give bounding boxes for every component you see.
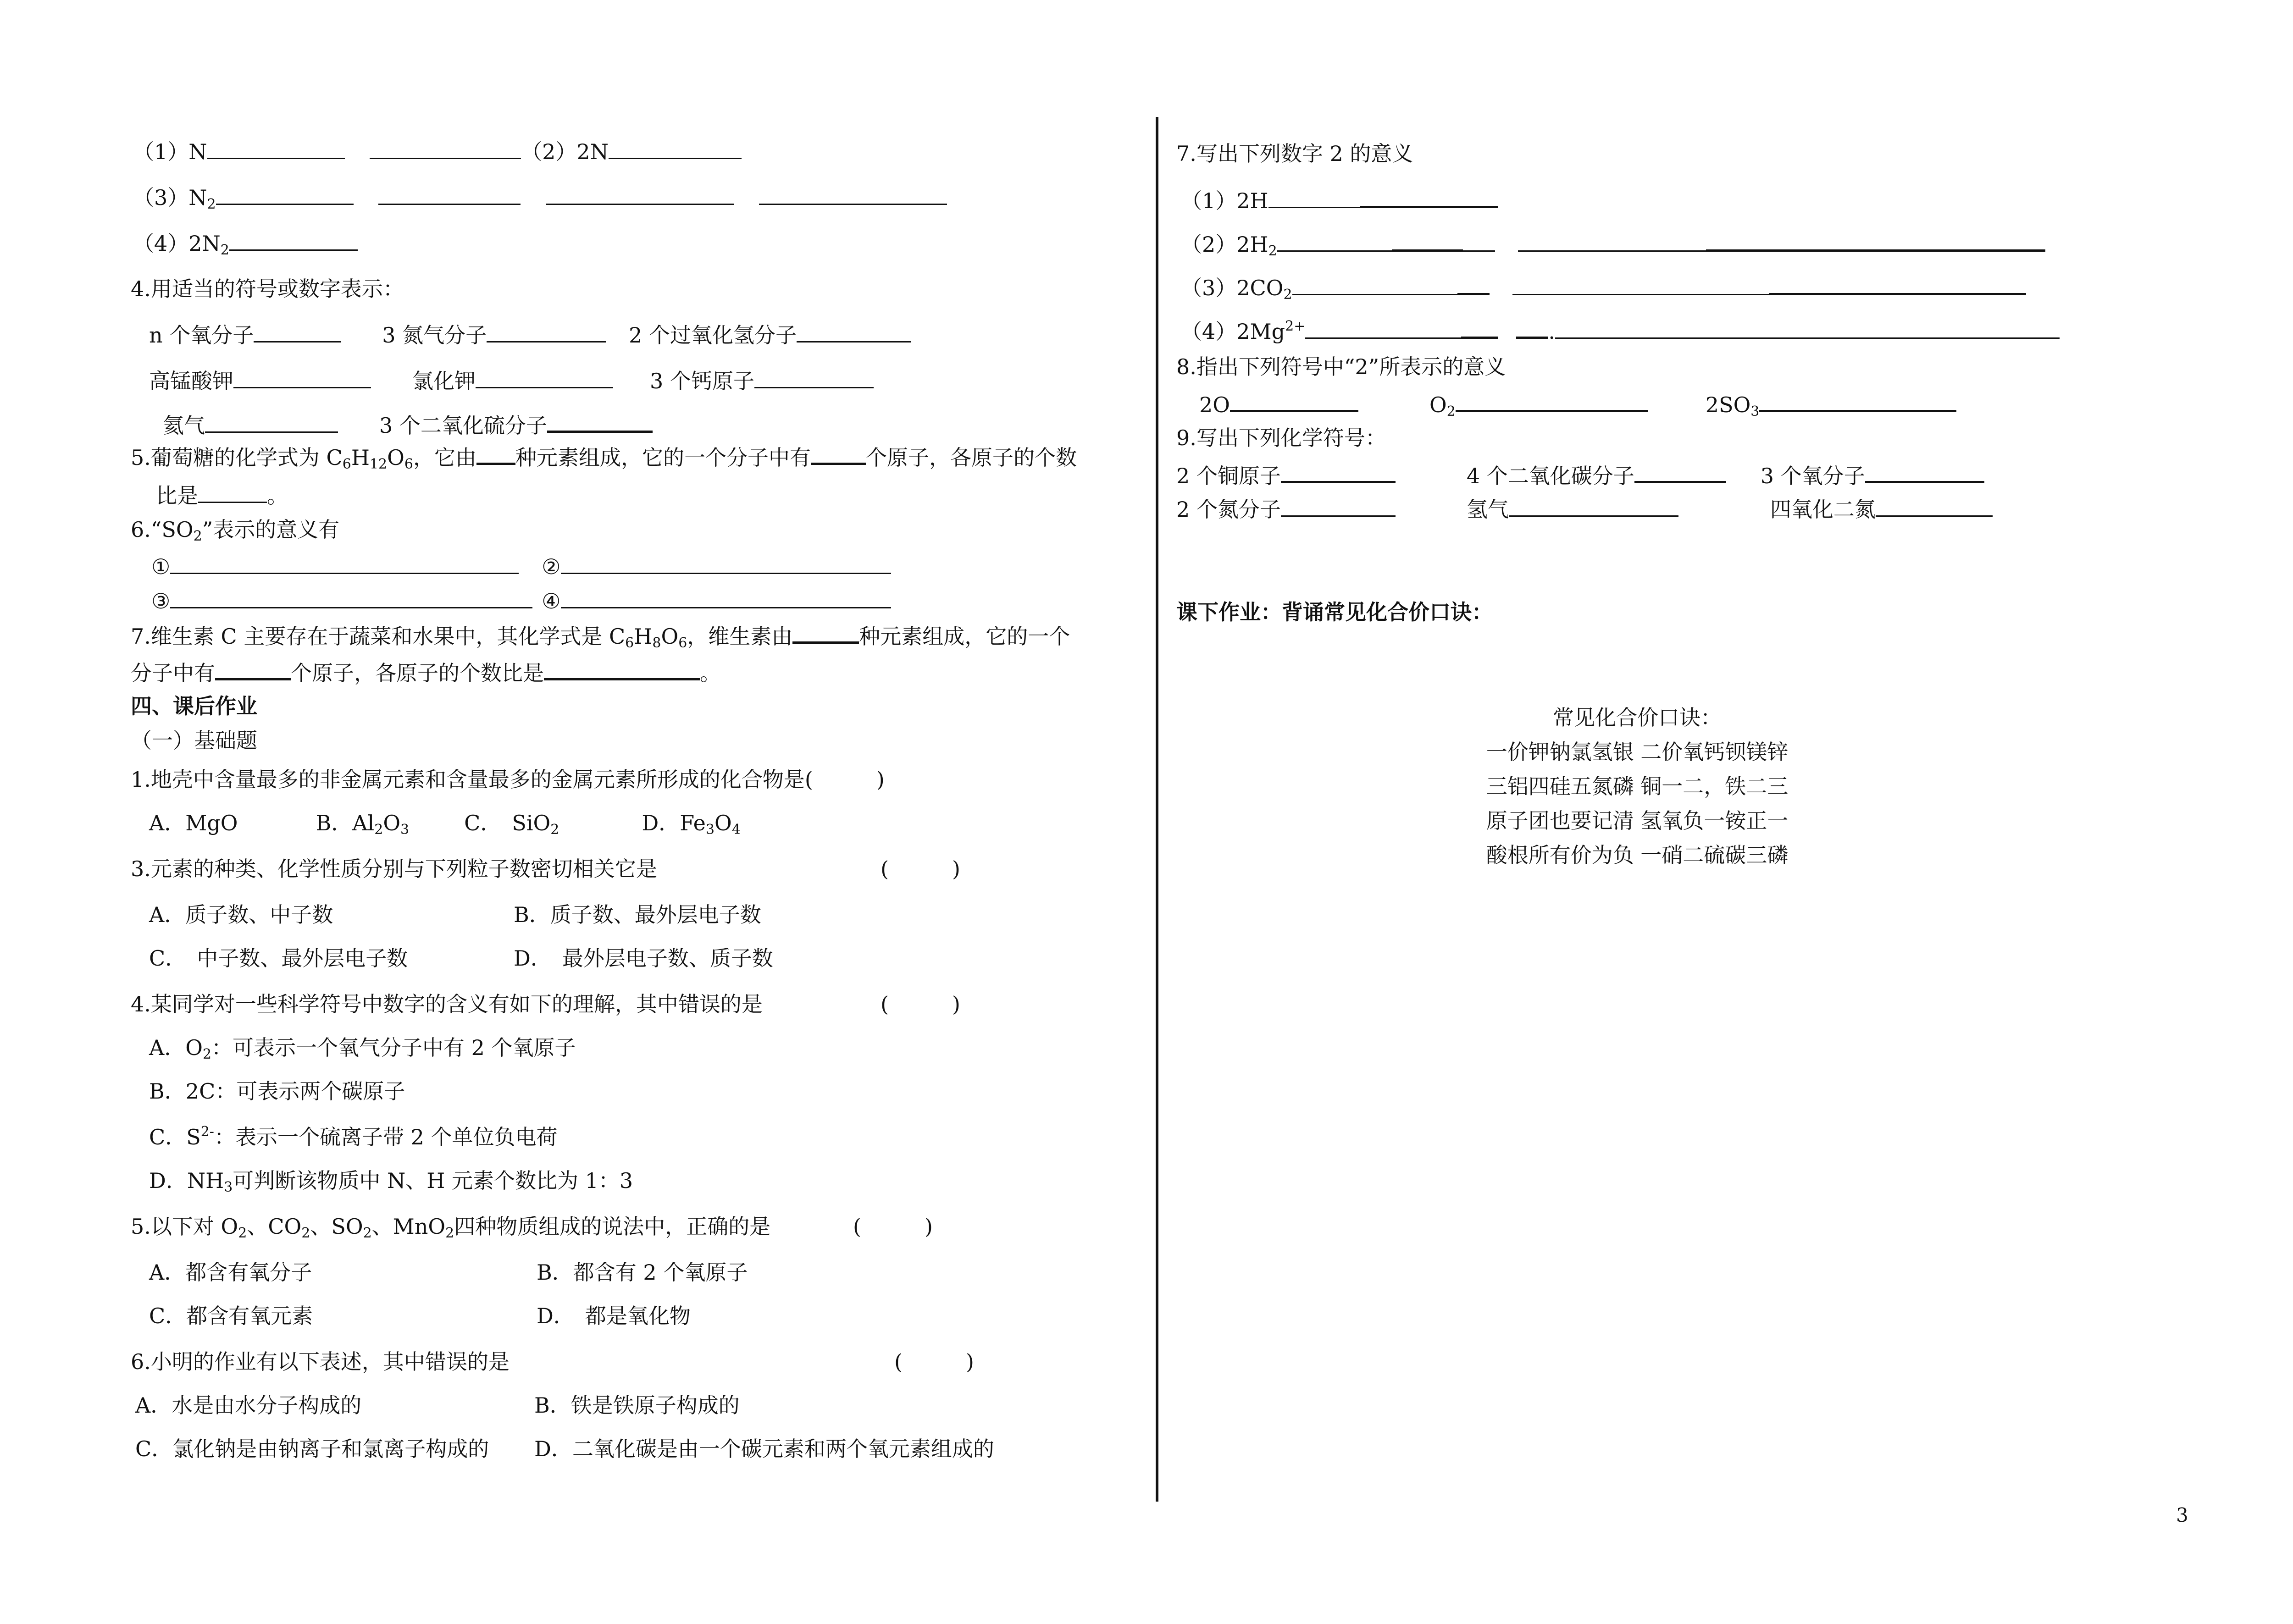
- subscript: 2: [445, 1225, 454, 1241]
- r-q8-symbol: 2SO: [1705, 392, 1751, 417]
- r-q9-row-2: [1176, 495, 1993, 523]
- answer-blank[interactable]: [1230, 390, 1358, 412]
- q5-text: 种元素组成，它的一个分子中有: [515, 445, 811, 470]
- dot-mark: .: [1548, 319, 1555, 344]
- mc5-question: [131, 1213, 770, 1240]
- mc6-option-d[interactable]: D．二氧化碳是由一个碳元素和两个氧元素组成的: [534, 1436, 994, 1461]
- option-text: D．Fe: [642, 811, 706, 835]
- q7-line-2: [131, 658, 721, 685]
- q5-text: 。: [267, 483, 288, 508]
- answer-blank[interactable]: [1392, 229, 1463, 252]
- mc1-options: [149, 809, 741, 837]
- mc5-option-d[interactable]: D． 都是氧化物: [537, 1304, 691, 1328]
- mc6-option-a[interactable]: A．水是由水分子构成的: [135, 1393, 362, 1418]
- q3-line-3: [133, 229, 358, 257]
- answer-blank[interactable]: [207, 138, 345, 159]
- q7-line-1: [131, 621, 1070, 649]
- r-q7-label: （2）2H: [1181, 232, 1268, 257]
- answer-blank[interactable]: [1281, 495, 1396, 517]
- answer-blank[interactable]: [1769, 273, 2026, 295]
- q4-item: 3 氮气分子: [382, 323, 487, 348]
- q3-item-2-label: （2）2N: [521, 139, 609, 164]
- answer-blank[interactable]: [754, 367, 874, 388]
- subscript: 4: [731, 822, 741, 838]
- subscript: 6: [342, 456, 351, 472]
- superscript: 2-: [200, 1124, 214, 1140]
- q5-text: 5.葡萄糖的化学式为 C: [131, 445, 343, 470]
- subscript: 3: [224, 1179, 233, 1195]
- option-text: 可判断该物质中 N、H 元素个数比为 1：3: [233, 1168, 633, 1193]
- answer-blank[interactable]: [1706, 229, 2045, 252]
- r-q9-item: 4 个二氧化碳分子: [1466, 464, 1634, 488]
- option-text: C． SiO: [464, 811, 551, 835]
- answer-blank[interactable]: [198, 481, 267, 503]
- mc3-option-c[interactable]: C． 中子数、最外层电子数: [149, 946, 408, 971]
- mc3-option-d[interactable]: D． 最外层电子数、质子数: [514, 946, 773, 971]
- rhyme-title: 常见化合价口诀：: [1553, 705, 1722, 730]
- rhyme-line: 酸根所有价为负 一硝二硫碳三磷: [1486, 843, 1789, 867]
- q-text: 5.以下对 O: [131, 1214, 238, 1239]
- q5-text: O: [387, 445, 404, 470]
- q6-text: ”表示的意义有: [202, 517, 340, 542]
- answer-blank[interactable]: [811, 442, 866, 465]
- q7-text: 个原子，各原子的个数比是: [291, 661, 544, 685]
- q4-item: 3 个二氧化硫分子: [379, 413, 547, 438]
- answer-blank[interactable]: [544, 658, 700, 680]
- r-q8-title: 8.指出下列符号中“2”所表示的意义: [1176, 354, 1506, 379]
- answer-blank[interactable]: [1759, 390, 1956, 412]
- option-text: ：表示一个硫离子带 2 个单位负电荷: [214, 1125, 558, 1149]
- q5-text: ，它由: [413, 445, 476, 470]
- subscript: 3: [1750, 403, 1760, 420]
- page-number: 3: [2176, 1504, 2188, 1526]
- subscript: 2: [301, 1225, 310, 1241]
- q6-title: [131, 516, 339, 543]
- q7-text: H: [634, 624, 653, 649]
- mc3-answer-paren[interactable]: ( ): [881, 856, 960, 881]
- q4-item: 氦气: [163, 413, 205, 438]
- answer-blank[interactable]: [1268, 187, 1360, 208]
- q3-item-3-label: （3）N: [133, 185, 207, 210]
- mc4-option-b[interactable]: B．2C：可表示两个碳原子: [149, 1079, 405, 1104]
- q4-title: 4.用适当的符号或数字表示：: [131, 276, 404, 301]
- q3-line-1: [133, 138, 742, 165]
- q4-item: n 个氧分子: [149, 323, 254, 348]
- q-text: 、SO: [310, 1214, 363, 1239]
- answer-blank[interactable]: [1634, 461, 1726, 483]
- q7-text: 种元素组成，它的一个: [859, 624, 1070, 649]
- mc4-option-a[interactable]: [149, 1034, 576, 1061]
- answer-blank[interactable]: [1555, 317, 2060, 339]
- subscript: 2: [1268, 243, 1277, 259]
- answer-blank[interactable]: [561, 552, 891, 574]
- subscript: 2: [363, 1225, 372, 1241]
- mc3-question: 3.元素的种类、化学性质分别与下列粒子数密切相关它是: [131, 856, 657, 881]
- option-text: C．S: [149, 1125, 201, 1149]
- mc4-question: 4.某同学对一些科学符号中数字的含义有如下的理解，其中错误的是: [131, 992, 763, 1016]
- subscript: 12: [369, 456, 388, 472]
- answer-blank[interactable]: [1518, 230, 1706, 252]
- subscript: 2: [220, 242, 229, 258]
- r-q7-line-3: [1181, 273, 2026, 303]
- answer-blank[interactable]: [1512, 274, 1769, 295]
- subscript: 3: [705, 822, 714, 838]
- mc6-option-b[interactable]: B．铁是铁原子构成的: [534, 1393, 740, 1418]
- answer-blank[interactable]: [1281, 461, 1396, 483]
- answer-blank[interactable]: [609, 138, 742, 159]
- subscript: 6: [404, 456, 413, 472]
- option-text: B．Al: [316, 811, 375, 835]
- r-q7-label: （3）2CO: [1181, 276, 1284, 300]
- answer-blank[interactable]: [1277, 230, 1392, 252]
- mc3-option-a[interactable]: A．质子数、中子数: [149, 902, 333, 927]
- subscript: 2: [193, 528, 202, 544]
- q4-row-1: [149, 321, 911, 348]
- subscript: 8: [652, 635, 661, 651]
- q5-text: 比是: [156, 483, 198, 508]
- superscript: 2+: [1285, 318, 1306, 334]
- q4-item: 2 个过氧化氢分子: [629, 323, 797, 348]
- answer-blank[interactable]: [1509, 495, 1678, 517]
- q6-marker: ③: [151, 589, 171, 613]
- q7-text: 。: [700, 661, 721, 685]
- q5-line-2: [156, 481, 288, 509]
- mc5-answer-paren[interactable]: ( ): [853, 1214, 933, 1239]
- answer-blank[interactable]: [476, 367, 613, 388]
- answer-blank[interactable]: [561, 587, 891, 608]
- q4-item: 高锰酸钾: [149, 369, 233, 393]
- q6-row-2: [151, 587, 891, 614]
- answer-blank[interactable]: [797, 321, 911, 342]
- option-text: O: [714, 811, 732, 835]
- rhyme-line: 一价钾钠氯氢银 二价氧钙钡镁锌: [1486, 740, 1789, 764]
- q-text: 四种物质组成的说法中，正确的是: [454, 1214, 771, 1239]
- r-q8-symbol: O: [1429, 392, 1447, 417]
- valence-rhyme: [1454, 704, 1821, 876]
- answer-blank[interactable]: [205, 411, 338, 433]
- q3-item-4-label: （4）2N: [133, 231, 221, 256]
- r-q8-symbol: 2O: [1199, 392, 1230, 417]
- r-q8-row: [1199, 390, 1956, 420]
- subscript: 2: [550, 822, 559, 838]
- mc4-answer-paren[interactable]: ( ): [881, 992, 960, 1016]
- answer-blank[interactable]: [546, 183, 734, 205]
- homework-heading: 课下作业：背诵常见化合价口诀：: [1176, 600, 1493, 624]
- q5-text: 个原子，各原子的个数: [865, 445, 1077, 470]
- answer-blank[interactable]: [547, 410, 653, 433]
- option-text: O: [383, 811, 401, 835]
- answer-blank[interactable]: [1463, 230, 1495, 252]
- subsection-heading: （一）基础题: [131, 728, 257, 753]
- answer-blank[interactable]: [254, 321, 341, 342]
- subscript: 2: [1283, 287, 1292, 303]
- mc4-option-d[interactable]: [149, 1167, 633, 1194]
- answer-blank[interactable]: [1305, 317, 1461, 339]
- q5-line-1: [131, 442, 1077, 470]
- mc1-question: 1.地壳中含量最多的非金属元素和含量最多的金属元素所形成的化合物是( ): [131, 767, 885, 792]
- q5-text: H: [351, 445, 370, 470]
- subscript: 6: [625, 635, 634, 651]
- q3-item-1-label: （1）N: [133, 139, 207, 164]
- r-q9-title: 9.写出下列化学符号：: [1176, 425, 1386, 450]
- answer-blank[interactable]: [1865, 461, 1984, 483]
- answer-blank[interactable]: [1461, 316, 1498, 339]
- subscript: 2: [202, 1046, 212, 1062]
- answer-blank[interactable]: [1360, 186, 1498, 208]
- mc4-option-c[interactable]: [149, 1123, 557, 1151]
- q6-row-1: [151, 552, 891, 580]
- mc5-option-c[interactable]: C．都含有氧元素: [149, 1304, 313, 1328]
- option-a[interactable]: A．MgO: [149, 811, 238, 835]
- answer-blank[interactable]: [216, 183, 354, 205]
- answer-blank[interactable]: [759, 183, 947, 205]
- subscript: 2: [1446, 403, 1456, 420]
- answer-blank[interactable]: [1457, 273, 1490, 295]
- option-b[interactable]: [316, 811, 410, 838]
- answer-blank[interactable]: [370, 138, 521, 159]
- mc6-question: 6.小明的作业有以下表述，其中错误的是: [131, 1349, 510, 1374]
- mc6-option-c[interactable]: C．氯化钠是由钠离子和氯离子构成的: [135, 1436, 489, 1461]
- answer-blank[interactable]: [378, 183, 521, 205]
- r-q7-line-4: [1181, 316, 2060, 344]
- q6-text: 6.“SO: [131, 517, 194, 542]
- q7-text: ，维生素由: [687, 624, 793, 649]
- r-q7-label: （1）2H: [1181, 188, 1268, 213]
- section-heading: 四、课后作业: [131, 694, 257, 718]
- q-text: 、MnO: [371, 1214, 446, 1239]
- option-d[interactable]: [642, 811, 741, 838]
- q4-item: 氯化钾: [412, 369, 476, 393]
- answer-blank[interactable]: [1516, 316, 1548, 339]
- q7-text: 分子中有: [131, 661, 215, 685]
- answer-blank[interactable]: [229, 229, 358, 251]
- rhyme-line: 三铝四硅五氮磷 铜一二，铁二三: [1486, 774, 1789, 799]
- q7-text: O: [661, 624, 679, 649]
- answer-blank[interactable]: [215, 658, 291, 680]
- r-q7-label: （4）2Mg: [1181, 319, 1285, 344]
- option-c[interactable]: [464, 811, 559, 838]
- r-q7-line-1: [1181, 186, 1498, 213]
- column-divider: [1156, 117, 1158, 1502]
- r-q9-item: 四氧化二氮: [1770, 497, 1876, 522]
- r-q7-line-2: [1181, 229, 2045, 257]
- subscript: 3: [400, 822, 410, 838]
- q4-row-2: [149, 367, 874, 394]
- answer-blank[interactable]: [1876, 495, 1993, 517]
- q3-line-2: [133, 183, 947, 211]
- rhyme-line: 原子团也要记清 氢氧负一铵正一: [1486, 808, 1789, 833]
- answer-blank[interactable]: [170, 552, 519, 574]
- q6-marker: ①: [151, 554, 171, 579]
- mc5-option-b[interactable]: B．都含有 2 个氧原子: [537, 1260, 748, 1285]
- q6-marker: ④: [542, 589, 561, 613]
- r-q9-item: 3 个氧分子: [1760, 464, 1865, 488]
- q4-row-3: [163, 410, 653, 438]
- answer-blank[interactable]: [1292, 274, 1457, 295]
- q4-item: 3 个钙原子: [650, 369, 754, 393]
- option-text: A．O: [149, 1035, 203, 1060]
- answer-blank[interactable]: [1456, 390, 1648, 412]
- mc3-option-b[interactable]: B．质子数、最外层电子数: [514, 902, 761, 927]
- mc5-option-a[interactable]: A．都含有氧分子: [149, 1260, 312, 1285]
- q7-text: 7.维生素 C 主要存在于蔬菜和水果中，其化学式是 C: [131, 624, 626, 649]
- r-q9-row-1: [1176, 461, 1984, 488]
- subscript: 2: [238, 1225, 247, 1241]
- r-q9-item: 2 个铜原子: [1176, 464, 1281, 488]
- r-q7-title: 7.写出下列数字 2 的意义: [1176, 141, 1413, 166]
- r-q9-item: 氢气: [1466, 497, 1509, 522]
- mc6-answer-paren[interactable]: ( ): [894, 1349, 974, 1374]
- subscript: 2: [207, 196, 216, 212]
- subscript: 6: [678, 635, 687, 651]
- option-text: D．NH: [149, 1168, 224, 1193]
- subscript: 2: [374, 822, 383, 838]
- answer-blank[interactable]: [487, 321, 606, 342]
- answer-blank[interactable]: [233, 367, 371, 388]
- option-text: ：可表示一个氧气分子中有 2 个氧原子: [211, 1035, 576, 1060]
- q-text: 、CO: [247, 1214, 302, 1239]
- answer-blank[interactable]: [476, 442, 515, 465]
- r-q9-item: 2 个氮分子: [1176, 497, 1281, 522]
- answer-blank[interactable]: [170, 587, 532, 608]
- q6-marker: ②: [542, 554, 561, 579]
- answer-blank[interactable]: [792, 621, 859, 644]
